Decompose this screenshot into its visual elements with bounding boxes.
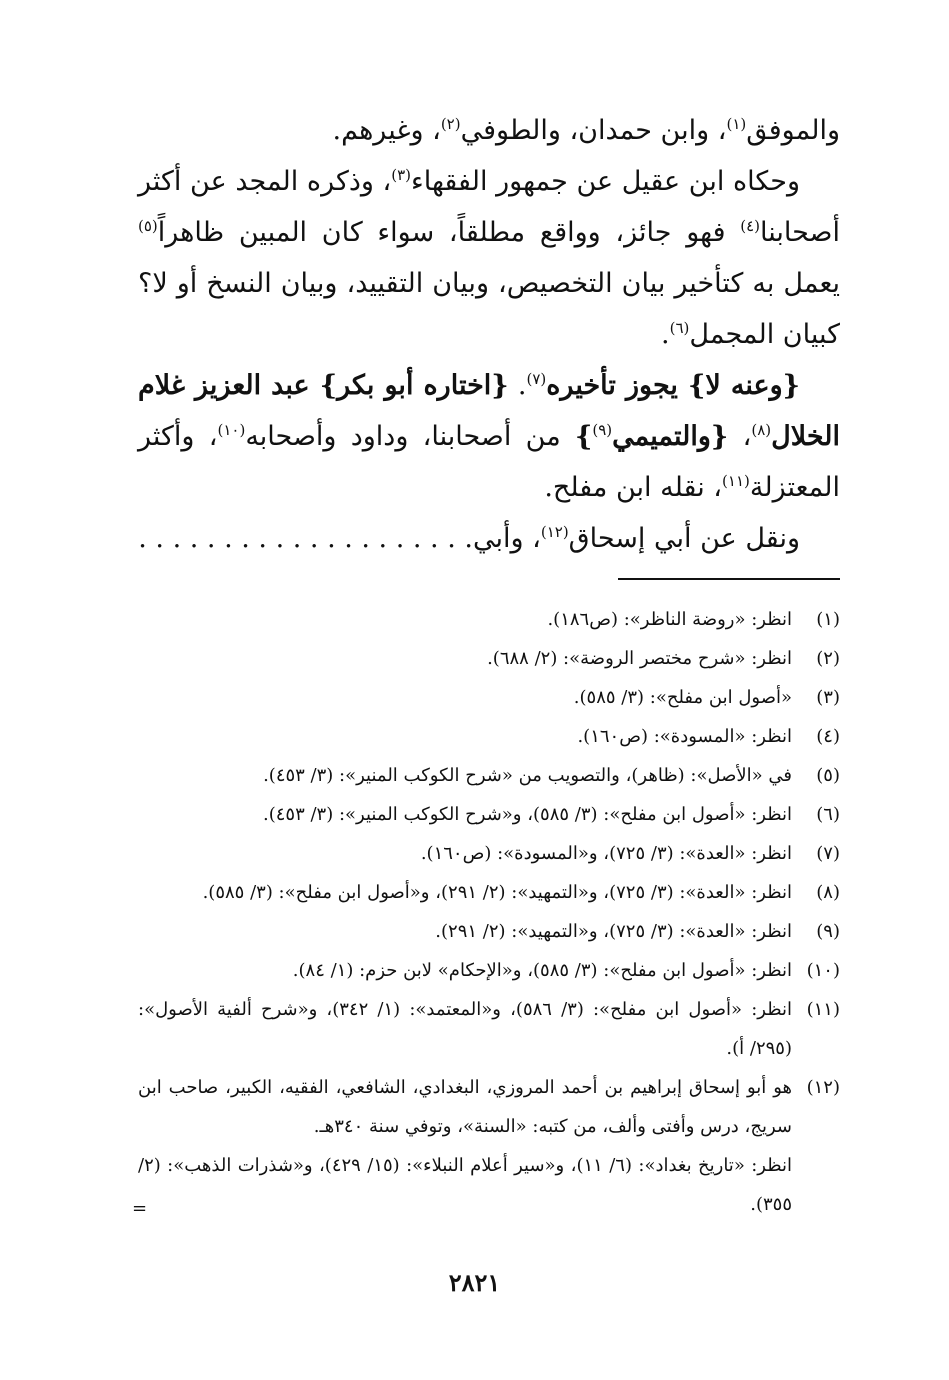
footnote-reference: (١) bbox=[726, 115, 747, 133]
footnote bbox=[138, 873, 840, 912]
footnote-text: في «الأصل»: (ظاهر)، والتصويب من «شرح الكوكب المنير»: (٣/ ٤٥٣). bbox=[263, 765, 792, 786]
footnote-text: «أصول ابن مفلح»: (٣/ ٥٨٥). bbox=[573, 687, 792, 708]
continuation-mark: = bbox=[132, 1198, 148, 1219]
footnote-reference: (١١) bbox=[722, 472, 750, 490]
matn-text: {والتميمي bbox=[612, 421, 729, 452]
footnotes-section bbox=[138, 600, 840, 1224]
footnote bbox=[138, 795, 840, 834]
footnote bbox=[138, 951, 840, 990]
footnote-reference: (١٠) bbox=[217, 421, 246, 439]
body-text: يعمل به كتأخير بيان التخصيص، وبيان التقييد، وبيان النسخ أو لا؟ كبيان المجمل bbox=[138, 268, 840, 350]
main-paragraph bbox=[138, 105, 840, 156]
footnote-reference: (١٢) bbox=[540, 523, 569, 541]
body-text: وحكاه ابن عقيل عن جمهور الفقهاء bbox=[411, 166, 800, 197]
footnote-body bbox=[138, 795, 792, 834]
main-paragraph bbox=[138, 156, 840, 360]
footnote-divider bbox=[618, 578, 840, 580]
footnote-number: (٦) bbox=[816, 804, 840, 825]
body-text: ، وابن حمدان، والطوفي bbox=[460, 115, 727, 146]
body-text: فهو جائز، وواقع مطلقاً، سواء كان المبين ظاهراً bbox=[157, 217, 741, 248]
footnote-reference: (٤) bbox=[740, 217, 761, 235]
footnote-text: انظر: «أصول ابن مفلح»: (٣/ ٥٨٥)، و«شرح الكوكب المنير»: (٣/ ٤٥٣). bbox=[262, 804, 792, 825]
footnote-text: هو أبو إسحاق إبراهيم بن أحمد المروزي، البغدادي، الشافعي، الفقيه، الكبير، صاحب ابن سريج، درس وأفتى وألف، من كتبه: «السنة»، وتوفي سنة ٣٤٠هـ. bbox=[138, 1077, 792, 1137]
footnote-number: (١) bbox=[816, 609, 840, 630]
footnote bbox=[138, 756, 840, 795]
footnote-body bbox=[138, 912, 792, 951]
footnote-text: انظر: «المسودة»: (ص١٦٠). bbox=[577, 726, 792, 747]
footnote-body bbox=[138, 873, 792, 912]
footnote-number: (٤) bbox=[816, 726, 840, 747]
footnote-body bbox=[138, 951, 792, 990]
footnote-body bbox=[138, 717, 792, 756]
footnote bbox=[138, 678, 840, 717]
main-text bbox=[138, 105, 840, 564]
body-text: ، وغيرهم. bbox=[332, 115, 441, 146]
footnote-reference: (٢) bbox=[440, 115, 461, 133]
footnote-number: (٨) bbox=[816, 882, 840, 903]
footnote-reference: (٥) bbox=[138, 217, 158, 235]
footnote-number: (١٠) bbox=[806, 960, 840, 981]
body-text: ونقل عن أبي إسحاق bbox=[568, 523, 800, 554]
footnote-number: (٥) bbox=[816, 765, 840, 786]
footnote-body bbox=[138, 834, 792, 873]
footnote-text: انظر: «روضة الناظر»: (ص١٨٦). bbox=[547, 609, 792, 630]
footnote-number: (٣) bbox=[816, 687, 840, 708]
footnote-reference: (٣) bbox=[391, 166, 412, 184]
footnote-number: (٩) bbox=[816, 921, 840, 942]
footnote-number: (١٢) bbox=[806, 1077, 840, 1098]
footnote bbox=[138, 990, 840, 1068]
footnote-body bbox=[138, 1068, 792, 1224]
footnote bbox=[138, 1068, 840, 1224]
body-text: . bbox=[508, 370, 527, 401]
footnote-reference: (٦) bbox=[669, 319, 690, 337]
main-paragraph bbox=[138, 360, 840, 513]
body-text: ، وذكره المجد عن أكثر أصحابنا bbox=[138, 166, 840, 248]
main-paragraph bbox=[138, 513, 840, 564]
footnote bbox=[138, 717, 840, 756]
body-text: ، وأبي. . . . . . . . . . . . . . . . . . . . bbox=[138, 523, 541, 554]
footnote-number: (١١) bbox=[806, 999, 840, 1020]
footnote bbox=[138, 912, 840, 951]
footnote-body bbox=[138, 990, 792, 1068]
footnote bbox=[138, 639, 840, 678]
main-text-block bbox=[138, 105, 840, 564]
matn-text: {اختاره أبو بكر} عبد العزيز غلام الخلال bbox=[138, 370, 840, 452]
footnote-body bbox=[138, 678, 792, 717]
footnote-text: انظر: «أصول ابن مفلح»: (٣/ ٥٨٦)، و«المعتمد»: (١/ ٣٤٢)، و«شرح ألفية الأصول»: (٢٩٥/ أ). bbox=[138, 999, 792, 1059]
body-text: ، bbox=[728, 421, 752, 452]
footnote-number: (٢) bbox=[816, 648, 840, 669]
footnote-reference: (٧) bbox=[526, 370, 547, 388]
footnote-number: (٧) bbox=[816, 843, 840, 864]
footnote-text: انظر: «العدة»: (٣/ ٧٢٥)، و«المسودة»: (ص١٦٠). bbox=[420, 843, 792, 864]
footnote-text: انظر: «تاريخ بغداد»: (٦/ ١١)، و«سير أعلام النبلاء»: (١٥/ ٤٢٩)، و«شذرات الذهب»: (٢/ ٣٥٥). bbox=[138, 1155, 792, 1215]
footnote-body bbox=[138, 600, 792, 639]
footnote-text: انظر: «العدة»: (٣/ ٧٢٥)، و«التمهيد»: (٢/ ٢٩١)، و«أصول ابن مفلح»: (٣/ ٥٨٥). bbox=[202, 882, 792, 903]
body-text: ، نقله ابن مفلح. bbox=[544, 472, 723, 503]
body-text: . bbox=[661, 319, 670, 350]
footnote-reference: (٨) bbox=[751, 421, 772, 439]
footnote-reference: (٩) bbox=[592, 421, 613, 439]
footnote-body bbox=[138, 639, 792, 678]
matn-text: {وعنه لا} يجوز تأخيره bbox=[546, 370, 800, 401]
footnote-text: انظر: «العدة»: (٣/ ٧٢٥)، و«التمهيد»: (٢/ ٢٩١). bbox=[435, 921, 792, 942]
body-text: ، وأكثر المعتزلة bbox=[138, 421, 840, 503]
page-number: ٢٨٢١ bbox=[448, 1268, 501, 1297]
footnote-text: انظر: «شرح مختصر الروضة»: (٢/ ٦٨٨). bbox=[487, 648, 792, 669]
footnote-text: انظر: «أصول ابن مفلح»: (٣/ ٥٨٥)، و«الإحكام» لابن حزم: (١/ ٨٤). bbox=[292, 960, 792, 981]
body-text: والموفق bbox=[746, 115, 840, 146]
footnote bbox=[138, 834, 840, 873]
footnote-body bbox=[138, 756, 792, 795]
footnote bbox=[138, 600, 840, 639]
body-text: من أصحابنا، وداود وأصحابه bbox=[245, 421, 575, 452]
matn-text: } bbox=[574, 421, 593, 452]
